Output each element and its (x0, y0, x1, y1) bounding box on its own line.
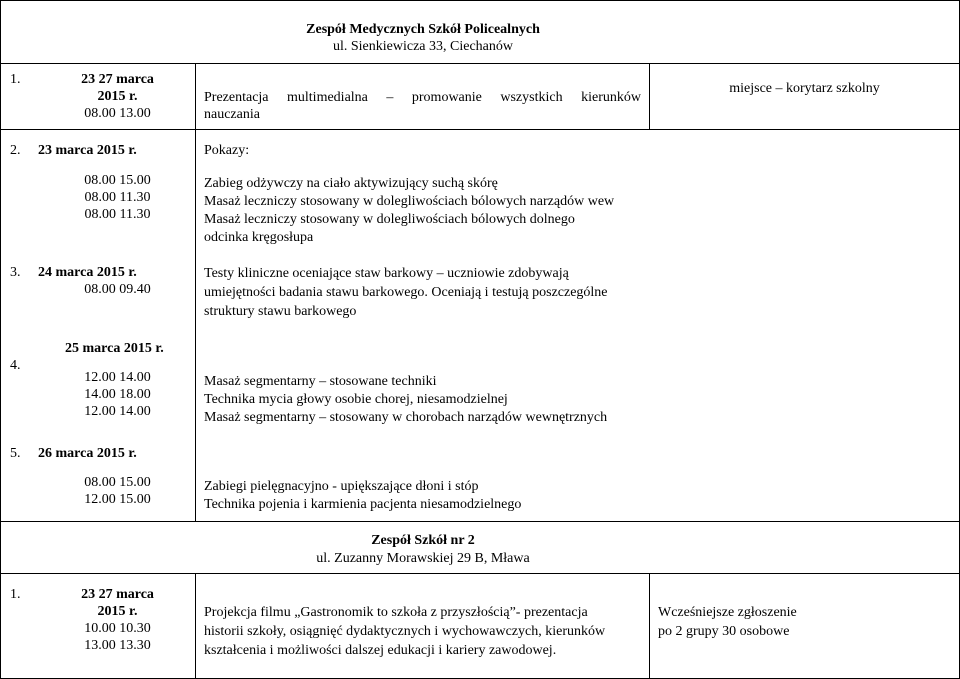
school-name: Zespół Medycznych Szkół Policealnych (306, 22, 540, 37)
description-word: wszystkich (500, 90, 563, 105)
row-separator (0, 573, 960, 574)
event-time: 08.00 15.00 (84, 173, 151, 188)
row-number: 3. (10, 265, 21, 280)
event-description (204, 90, 641, 107)
event-time: 10.00 10.30 (84, 621, 151, 636)
event-description-line: odcinka kręgosłupa (204, 230, 314, 245)
event-description-line: Technika mycia głowy osobie chorej, niesamodzielnej (204, 392, 508, 407)
school-address: ul. Zuzanny Morawskiej 29 B, Mława (316, 551, 530, 566)
event-description-line: Masaż segmentarny – stosowane techniki (204, 374, 437, 389)
event-time: 12.00 14.00 (84, 404, 151, 419)
event-date-year: 2015 r. (97, 604, 138, 619)
column-divider (195, 573, 196, 678)
event-date: 23 marca 2015 r. (38, 143, 137, 158)
description-word: multimedialna (287, 90, 368, 105)
row-number: 1. (10, 72, 21, 87)
event-note: Wcześniejsze zgłoszenie (658, 605, 797, 620)
event-time: 08.00 13.00 (84, 106, 151, 121)
event-note: po 2 grupy 30 osobowe (658, 624, 790, 639)
event-description-line: struktury stawu barkowego (204, 304, 357, 319)
event-description-line: Masaż leczniczy stosowany w dolegliwościach bólowych narządów wew (204, 194, 615, 209)
column-divider (195, 63, 196, 521)
description-word: – (386, 90, 394, 105)
event-description-line: Testy kliniczne oceniające staw barkowy – uczniowie zdobywają (204, 266, 569, 281)
event-description-line: historii szkoły, osiągnięć dydaktycznych i wychowawczych, kierunków (204, 624, 606, 639)
row-separator (0, 63, 960, 64)
event-time: 08.00 15.00 (84, 475, 151, 490)
table-top-border (0, 0, 960, 1)
event-time: 13.00 13.30 (84, 638, 151, 653)
event-date-year: 2015 r. (97, 89, 138, 104)
event-date: 23 27 marca (81, 587, 154, 602)
event-description-line: umiejętności badania stawu barkowego. Oceniają i testują poszczególne (204, 285, 608, 300)
row-number: 5. (10, 446, 21, 461)
event-description-line: kształcenia i możliwości dalszej edukacji i kariery zawodowej. (204, 643, 557, 658)
description-word: kierunków (581, 90, 641, 105)
row-separator (0, 129, 960, 130)
school-address: ul. Sienkiewicza 33, Ciechanów (332, 39, 513, 54)
event-date: 26 marca 2015 r. (38, 446, 137, 461)
school-name: Zespół Szkół nr 2 (371, 533, 475, 548)
event-time: 14.00 18.00 (84, 387, 151, 402)
row-separator (0, 521, 960, 522)
event-description-line: Zabiegi pielęgnacyjno - upiększające dłoni i stóp (204, 479, 479, 494)
row-number: 2. (10, 143, 21, 158)
event-time: 12.00 14.00 (84, 370, 151, 385)
row-number: 1. (10, 587, 21, 602)
event-time: 12.00 15.00 (84, 492, 151, 507)
event-description-line: Technika pojenia i karmienia pacjenta niesamodzielnego (204, 497, 522, 512)
event-time: 08.00 09.40 (84, 282, 151, 297)
event-description-line: Masaż segmentarny – stosowany w chorobach narządów wewnętrznych (204, 410, 608, 425)
row-number: 4. (10, 358, 21, 373)
event-date: 24 marca 2015 r. (38, 265, 137, 280)
event-date: 25 marca 2015 r. (65, 341, 164, 356)
event-section-title: Pokazy: (204, 143, 250, 158)
table-left-border (0, 0, 1, 679)
event-description-line: Zabieg odżywczy na ciało aktywizujący suchą skórę (204, 176, 498, 191)
event-date: 23 27 marca (81, 72, 154, 87)
event-description-line: Projekcja filmu „Gastronomik to szkoła z przyszłością”- prezentacja (204, 605, 588, 620)
event-time: 08.00 11.30 (84, 190, 151, 205)
event-description-line: nauczania (204, 107, 260, 122)
description-word: Prezentacja (204, 90, 269, 105)
event-place: miejsce – korytarz szkolny (729, 81, 880, 96)
event-description-line: Masaż leczniczy stosowany w dolegliwościach bólowych dolnego (204, 212, 575, 227)
column-divider (649, 573, 650, 678)
description-word: promowanie (411, 90, 482, 105)
event-time: 08.00 11.30 (84, 207, 151, 222)
